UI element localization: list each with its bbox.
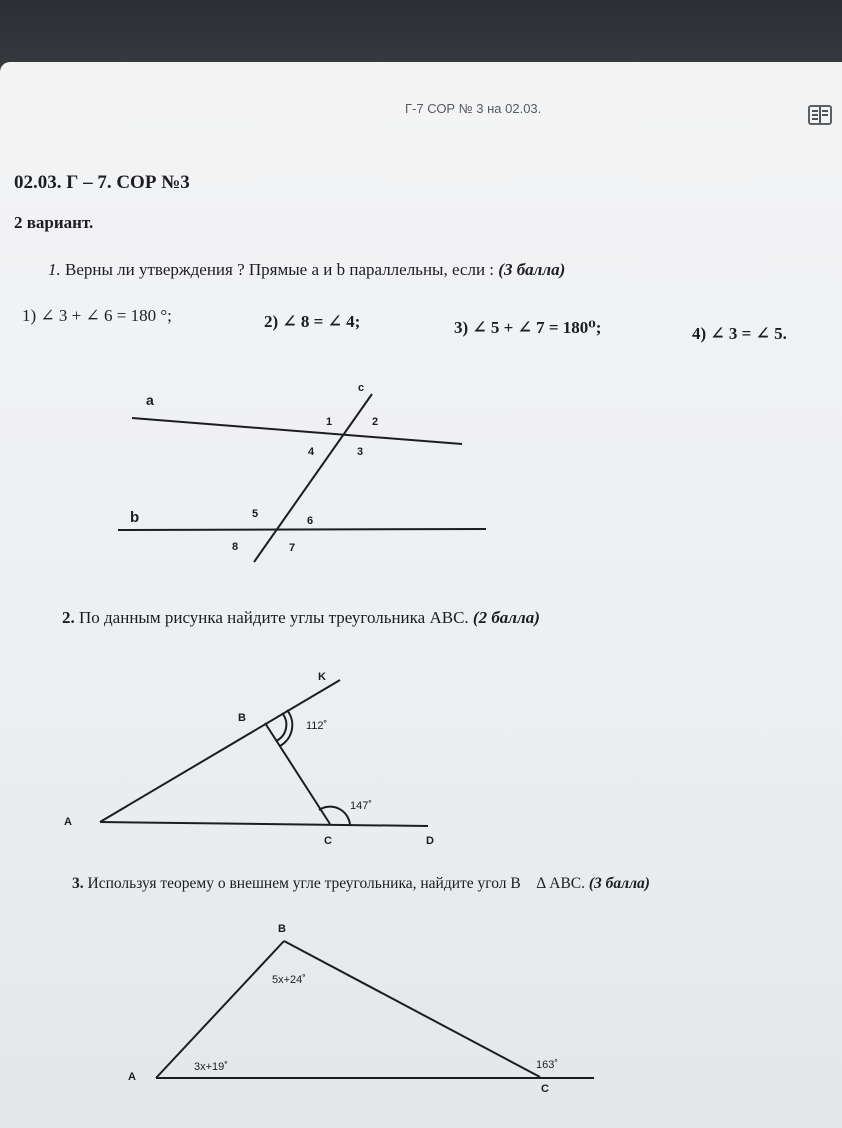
document-header-title: Г-7 СОР № 3 на 02.03. — [405, 101, 542, 116]
angle-7: 7 — [289, 542, 296, 554]
question-2-number: 2. — [62, 608, 75, 627]
label-B-q3: B — [278, 923, 286, 935]
line-b — [118, 529, 486, 530]
question-1-points: (3 балла) — [498, 260, 566, 279]
angle-c-exterior-q3: 163˚ — [536, 1059, 559, 1071]
angle-6: 6 — [307, 515, 314, 527]
side-bc — [284, 941, 540, 1077]
angle-1: 1 — [326, 416, 333, 428]
angle-8: 8 — [232, 541, 239, 553]
question-1-number: 1. — [48, 260, 61, 279]
angle-2: 2 — [372, 416, 379, 428]
label-D-q2: D — [426, 835, 434, 847]
line-a — [132, 418, 462, 444]
statement-1: 1) ∠ 3 + ∠ 6 = 180 °; — [22, 306, 172, 325]
question-3-triangle: Δ ABC. — [536, 875, 585, 892]
angle-4: 4 — [308, 446, 315, 458]
angle-5: 5 — [252, 508, 259, 520]
question-2-points: (2 балла) — [472, 608, 540, 627]
statement-3: 3) ∠ 5 + ∠ 7 = 180⁰; — [454, 318, 602, 337]
label-C-q2: C — [324, 835, 332, 847]
figure-triangle-abc-2 — [128, 923, 594, 1095]
figure-triangle-abc-1 — [64, 671, 434, 847]
variant-label: 2 вариант. — [14, 213, 94, 232]
angle-a-expression: 3x+19˚ — [194, 1061, 228, 1073]
angle-b-exterior: 112˚ — [306, 720, 328, 732]
line-ak — [100, 680, 340, 822]
question-2-text: По данным рисунка найдите углы треугольника АВС. — [79, 608, 469, 627]
question-1-text: Верны ли утверждения ? Прямые а и b параллельны, если : — [65, 260, 495, 279]
question-3-text: Используя теорему о внешнем угле треугольника, найдите угол B — [87, 875, 521, 892]
label-c: c — [358, 382, 365, 394]
label-A-q3: A — [128, 1071, 136, 1083]
label-A-q2: A — [64, 816, 72, 828]
label-b: b — [130, 509, 140, 526]
statement-4: 4) ∠ 3 = ∠ 5. — [692, 324, 787, 343]
label-C-q3: C — [541, 1083, 549, 1095]
question-2 — [62, 608, 540, 628]
document-title: 02.03. Г – 7. СОР №3 — [14, 172, 190, 193]
label-a: a — [146, 392, 154, 408]
question-3 — [72, 875, 650, 893]
question-3-number: 3. — [72, 875, 84, 892]
angle-b-expression: 5x+24˚ — [272, 974, 306, 986]
question-3-points: (3 балла) — [588, 875, 650, 892]
statement-2: 2) ∠ 8 = ∠ 4; — [264, 312, 361, 331]
angle-c-exterior: 147˚ — [350, 800, 373, 812]
line-ad — [100, 822, 428, 826]
side-ab — [156, 941, 284, 1078]
angle-3: 3 — [357, 446, 364, 458]
label-K-q2: K — [318, 671, 326, 683]
transversal-c — [254, 394, 372, 562]
label-B-q2: B — [238, 712, 246, 724]
